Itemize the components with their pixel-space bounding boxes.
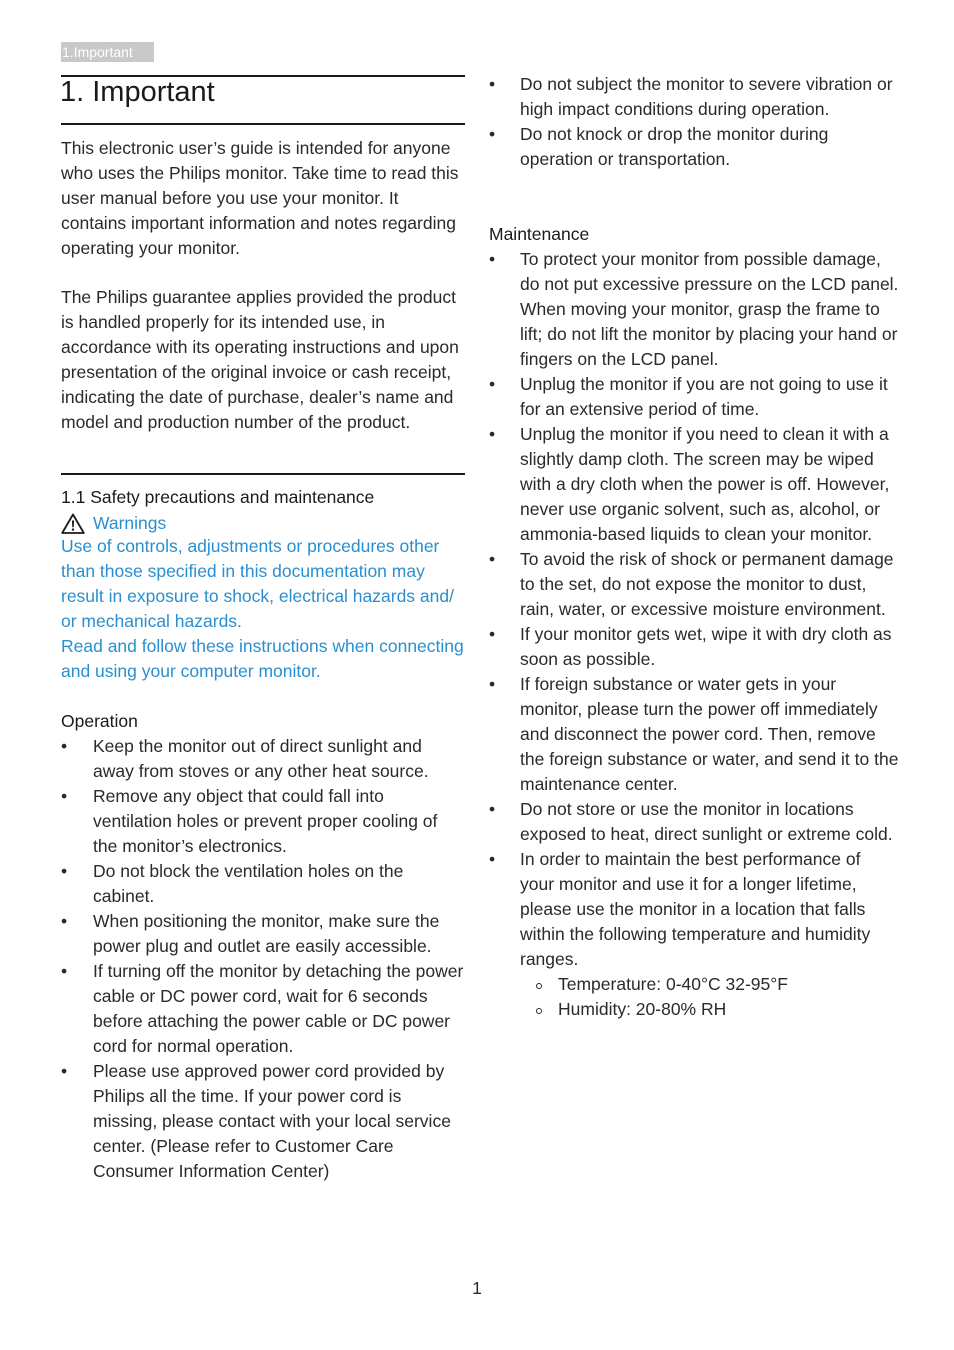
list-item-text: Remove any object that could fall into ventilation holes or prevent proper cooling of the monitor’s electronics. xyxy=(93,786,438,856)
intro-paragraph-2: The Philips guarantee applies provided the product is handled properly for its intended use, in accordance with its operating instructions and upon presentation of the original invoice or cash receipt, indicating the date of purchase, dealer’s name and model and production number of the product. xyxy=(61,287,459,432)
list-item xyxy=(489,122,899,172)
list-item-text: To avoid the risk of shock or permanent damage to the set, do not expose the monitor to dust, rain, water, or excessive moisture environment. xyxy=(520,549,894,619)
bullet: • xyxy=(489,424,496,444)
list-item xyxy=(489,247,899,372)
maintenance-list xyxy=(489,247,899,1022)
ranges-list xyxy=(520,972,899,1022)
bullet: • xyxy=(489,549,496,569)
list-item-text: If turning off the monitor by detaching the power cable or DC power cord, wait for 6 seconds before attaching the power cable or DC power cord for normal operation. xyxy=(93,961,464,1056)
warnings-text-2: Read and follow these instructions when connecting and using your computer monitor. xyxy=(61,636,464,681)
list-item xyxy=(489,797,899,847)
bullet: • xyxy=(489,849,496,869)
page-title: 1. Important xyxy=(60,76,215,108)
bullet: • xyxy=(489,249,496,269)
list-item-text: Unplug the monitor if you need to clean it with a slightly damp cloth. The screen may be wiped with a dry cloth when the power is off. However, never use organic solvent, such as, alcohol, or ammonia-based liquids to clean your monitor. xyxy=(520,424,890,544)
warnings-heading xyxy=(61,511,166,536)
list-item-text: If foreign substance or water gets in your monitor, please turn the power off immediately and disconnect the power cord. Then, remove the foreign substance or water, and send it to the maintenance center. xyxy=(520,674,899,794)
range-text: Humidity: 20-80% RH xyxy=(558,999,727,1019)
list-item-text: Keep the monitor out of direct sunlight and away from stoves or any other heat source. xyxy=(93,736,429,781)
list-item xyxy=(489,372,899,422)
range-text: Temperature: 0-40°C 32-95°F xyxy=(558,974,788,994)
section-heading: 1.1 Safety precautions and maintenance xyxy=(61,487,375,507)
warnings-text-1: Use of controls, adjustments or procedures other than those specified in this documentation may result in exposure to shock, electrical hazards and/ or mechanical hazards. xyxy=(61,536,454,631)
bullet: • xyxy=(61,736,68,756)
list-item-text: When positioning the monitor, make sure the power plug and outlet are easily accessible. xyxy=(93,911,440,956)
list-item xyxy=(489,547,899,622)
bullet: • xyxy=(61,786,68,806)
list-item xyxy=(489,422,899,547)
header-tag: 1.Important xyxy=(61,42,154,62)
bullet: • xyxy=(489,374,496,394)
bullet: • xyxy=(489,624,496,644)
range-item-temperature xyxy=(520,972,899,997)
page-number: 1 xyxy=(472,1278,482,1298)
maintenance-heading: Maintenance xyxy=(489,224,590,244)
list-item xyxy=(61,1059,465,1184)
bullet: • xyxy=(61,961,68,981)
section-rule xyxy=(61,473,465,475)
operation-heading: Operation xyxy=(61,711,138,731)
list-item xyxy=(61,859,465,909)
bullet: • xyxy=(61,861,68,881)
warning-triangle-icon xyxy=(61,513,85,534)
intro-paragraph-1: This electronic user’s guide is intended for anyone who uses the Philips monitor. Take time to read this user manual before you use your monitor. It contains important information and notes regarding operating your monitor. xyxy=(61,138,459,258)
list-item xyxy=(489,622,899,672)
bullet: • xyxy=(61,911,68,931)
range-item-humidity xyxy=(520,997,899,1022)
list-item-text: Unplug the monitor if you are not going to use it for an extensive period of time. xyxy=(520,374,888,419)
bullet: • xyxy=(489,674,496,694)
circle-bullet-icon xyxy=(536,1008,542,1014)
bullet: • xyxy=(489,74,496,94)
list-item xyxy=(61,784,465,859)
list-item xyxy=(61,959,465,1059)
list-item xyxy=(61,909,465,959)
list-item-text: In order to maintain the best performance of your monitor and use it for a longer lifetime, please use the monitor in a location that falls within the following temperature and humidity ranges. xyxy=(520,849,871,969)
list-item xyxy=(489,847,899,1022)
circle-bullet-icon xyxy=(536,983,542,989)
list-item-text: If your monitor gets wet, wipe it with dry cloth as soon as possible. xyxy=(520,624,892,669)
list-item-text: Do not block the ventilation holes on the cabinet. xyxy=(93,861,404,906)
bullet: • xyxy=(61,1061,68,1081)
bullet: • xyxy=(489,124,496,144)
list-item-text: Do not knock or drop the monitor during operation or transportation. xyxy=(520,124,829,169)
bullet: • xyxy=(489,799,496,819)
list-item-text: Do not subject the monitor to severe vibration or high impact conditions during operation. xyxy=(520,74,893,119)
title-bottom-rule xyxy=(61,123,465,125)
list-item-text: Please use approved power cord provided by Philips all the time. If your power cord is missing, please contact with your local service center. (Please refer to Customer Care Consumer Information Center) xyxy=(93,1061,451,1181)
operation-list-left xyxy=(61,734,465,1184)
list-item xyxy=(489,72,899,122)
warnings-label: Warnings xyxy=(93,513,167,533)
list-item-text: Do not store or use the monitor in locations exposed to heat, direct sunlight or extreme cold. xyxy=(520,799,893,844)
list-item-text: To protect your monitor from possible damage, do not put excessive pressure on the LCD panel. When moving your monitor, grasp the frame to lift; do not lift the monitor by placing your hand or fingers on the LCD panel. xyxy=(520,249,899,369)
list-item xyxy=(61,734,465,784)
operation-list-right xyxy=(489,72,899,172)
list-item xyxy=(489,672,899,797)
